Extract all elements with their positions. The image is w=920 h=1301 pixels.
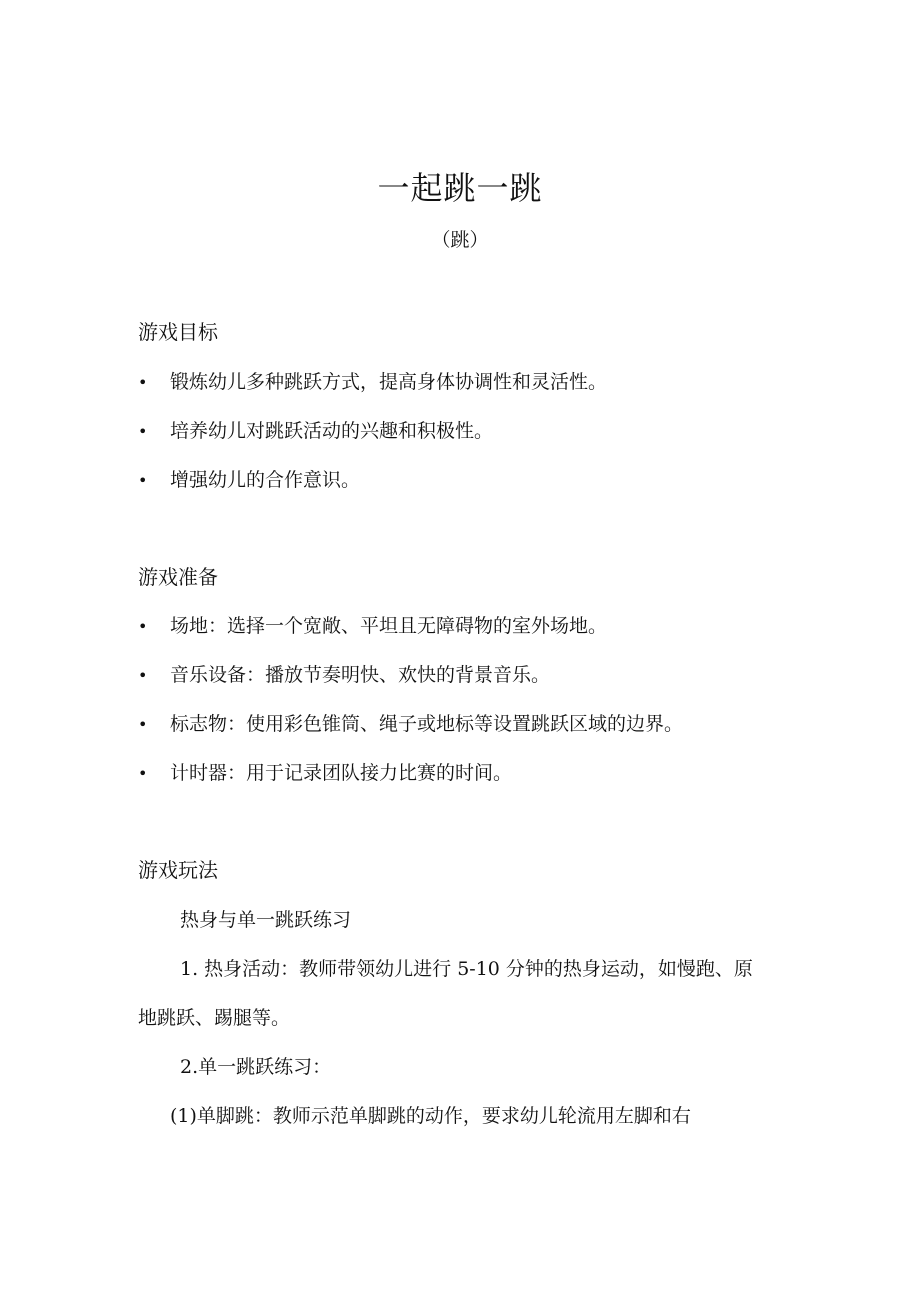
list-item-text: 场地：选择一个宽敞、平坦且无障碍物的室外场地。 [170,615,608,637]
document-subtitle: （跳） [431,229,489,251]
list-item [138,611,607,642]
bullet-icon: • [138,764,148,783]
bullet-icon: • [138,666,148,685]
list-item [138,660,550,691]
list-item [138,465,360,496]
paragraph-line: (1)单脚跳：教师示范单脚跳的动作，要求幼儿轮流用左脚和右 [170,1105,691,1127]
document-title: 一起跳一跳 [377,169,543,207]
list-item-text: 标志物：使用彩色锥筒、绳子或地标等设置跳跃区域的边界。 [170,713,684,735]
paragraph-line: 2.单一跳跃练习： [180,1056,332,1078]
list-item [138,416,493,447]
bullet-icon: • [138,373,148,392]
bullet-icon: • [138,617,148,636]
bullet-icon: • [138,471,148,490]
bullet-icon: • [138,422,148,441]
list-item-text: 增强幼儿的合作意识。 [170,469,361,491]
list-item-text: 计时器：用于记录团队接力比赛的时间。 [170,762,513,784]
list-item [138,709,683,740]
list-item-text: 音乐设备：播放节奏明快、欢快的背景音乐。 [170,664,551,686]
paragraph-line: 地跳跃、踢腿等。 [138,1007,291,1029]
section-heading-goals: 游戏目标 [138,320,218,344]
bullet-icon: • [138,715,148,734]
list-item-text: 锻炼幼儿多种跳跃方式，提高身体协调性和灵活性。 [170,371,608,393]
list-item-text: 培养幼儿对跳跃活动的兴趣和积极性。 [170,420,494,442]
section-heading-play: 游戏玩法 [138,858,218,882]
list-item [138,758,512,789]
list-item [138,367,607,398]
paragraph-line: 1. 热身活动：教师带领幼儿进行 5-10 分钟的热身运动，如慢跑、原 [180,958,753,980]
subsection-heading: 热身与单一跳跃练习 [180,909,352,931]
section-heading-prep: 游戏准备 [138,565,218,589]
